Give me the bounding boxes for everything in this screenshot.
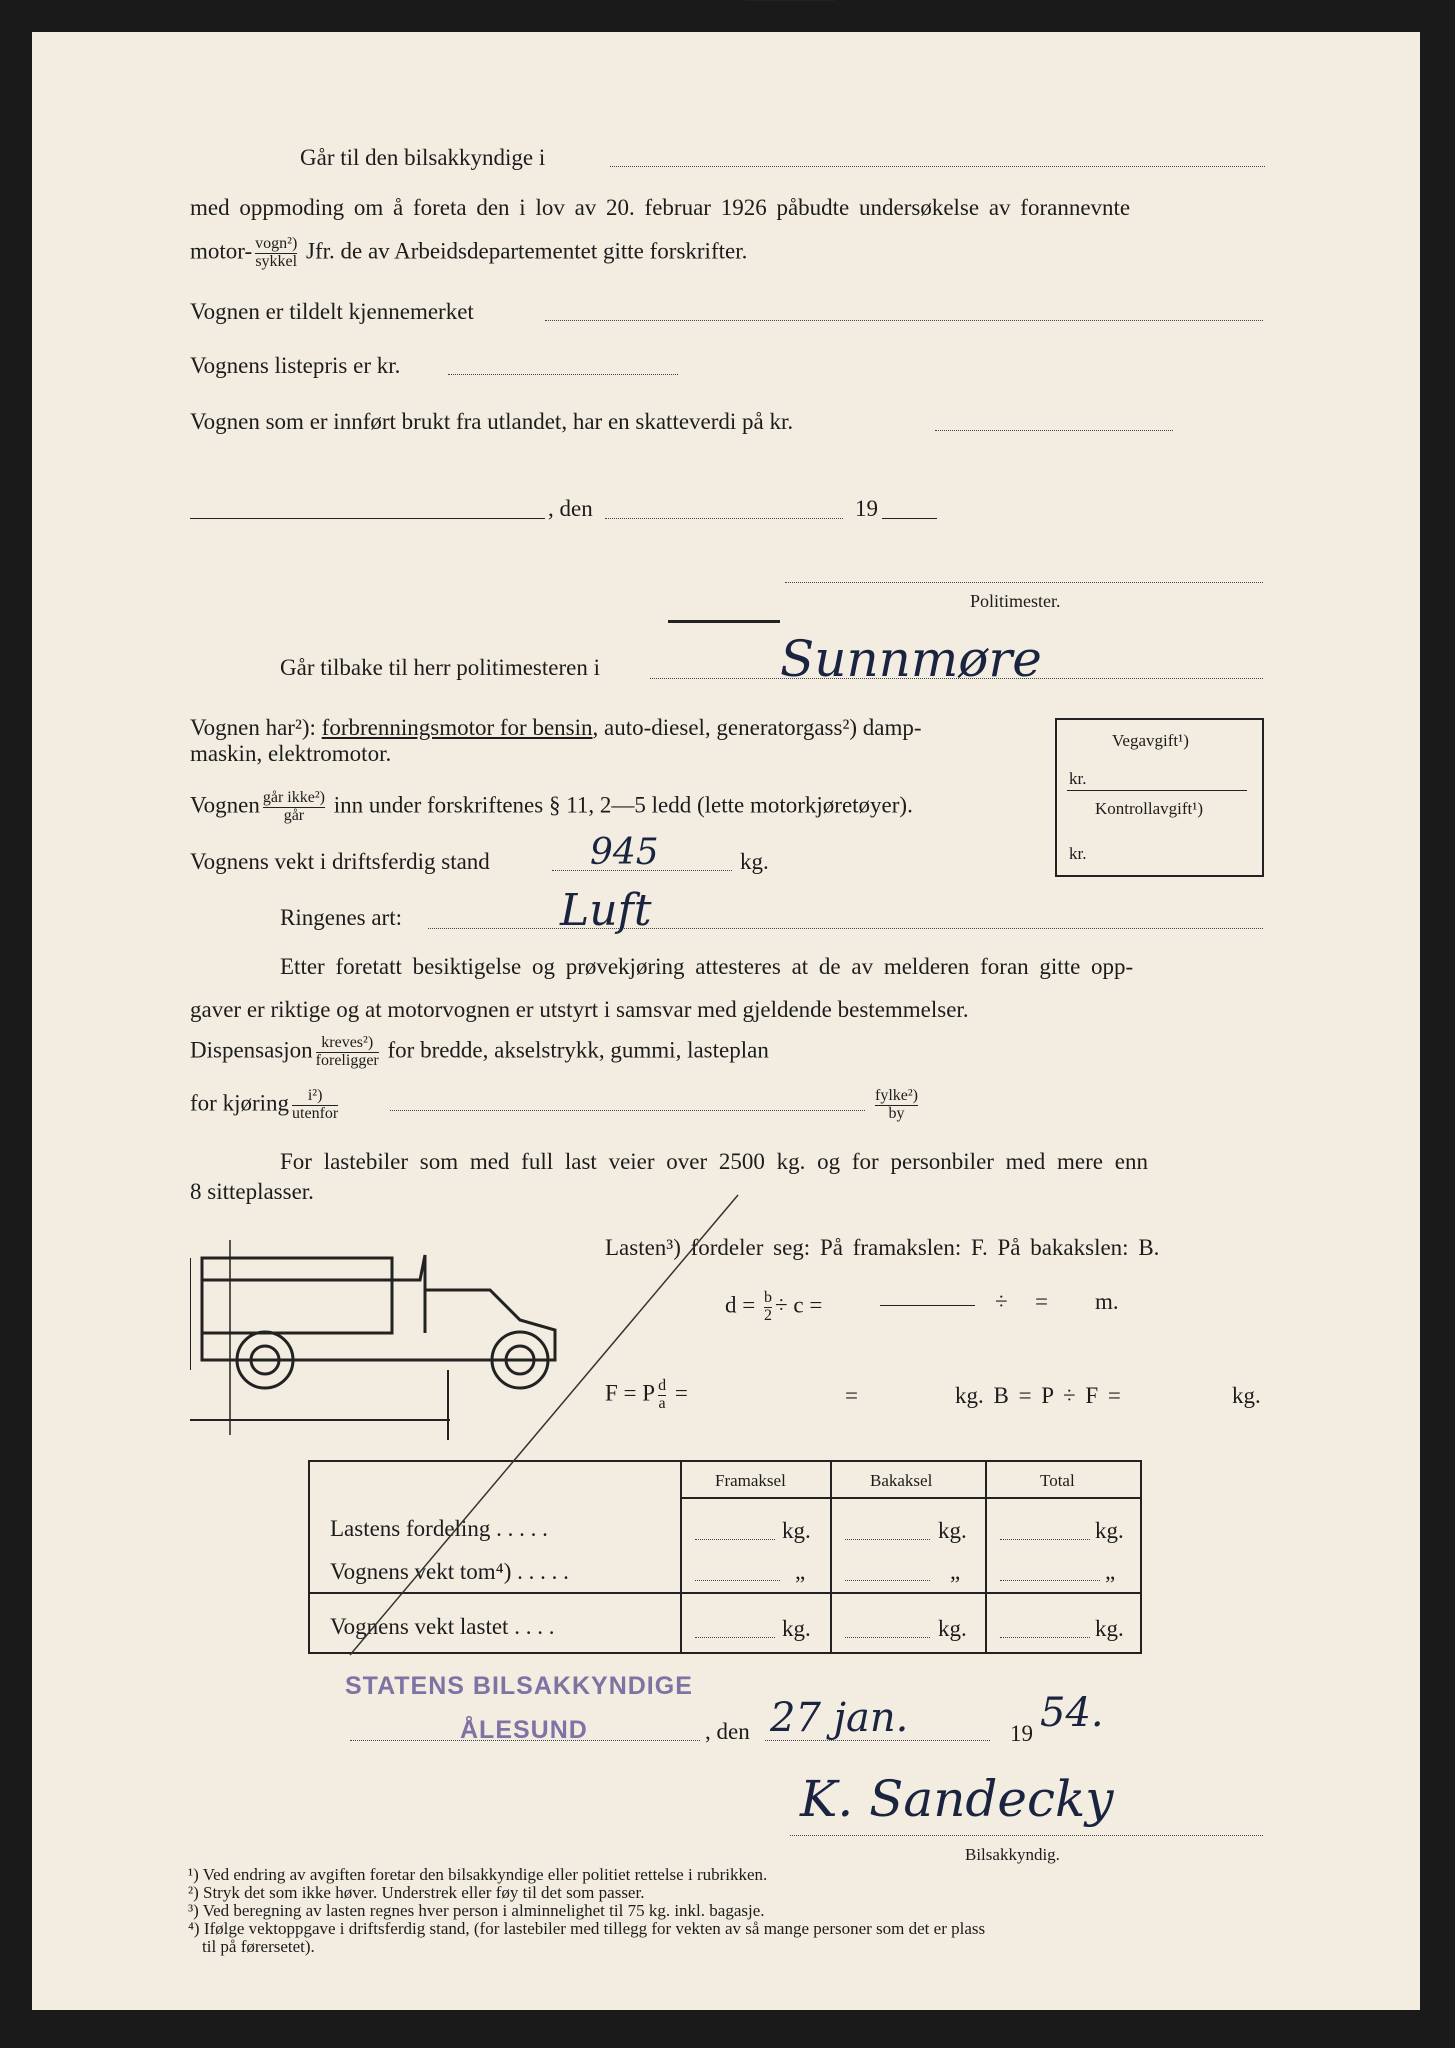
header-total: Total — [1040, 1471, 1075, 1490]
motor-prefix: motor- — [190, 238, 253, 264]
cell-unit: „ — [795, 1559, 806, 1584]
cell-unit: kg. — [938, 1616, 967, 1641]
date-den: , den — [548, 496, 593, 521]
b-unit: kg. — [1232, 1383, 1261, 1408]
frac-bottom: a — [658, 1394, 666, 1412]
footnote: ³) Ved beregning av lasten regnes hver person i alminnelighet til 75 kg. inkl. bagasje. — [188, 1901, 765, 1920]
trucks-line2: 8 sitteplasser. — [190, 1179, 314, 1204]
light-prefix: Vognen — [190, 792, 260, 818]
frac-top: d — [658, 1377, 667, 1394]
footnote: ⁴) Ifølge vektoppgave i driftsferdig stand, (for lastebiler med tillegg for vekten av så mange personer som det er plass — [188, 1919, 986, 1938]
district-handwritten: Sunnmøre — [780, 630, 1042, 688]
header-front-axle: Framaksel — [715, 1471, 786, 1490]
f-lhs: F = P — [605, 1380, 656, 1406]
to-inspector-label: Går til den bilsakkyndige i — [300, 145, 546, 170]
footnote: til på førersetet). — [202, 1937, 315, 1956]
motor-rest: Jfr. de av Arbeidsdepartementet gitte forskrifter. — [306, 238, 748, 264]
signoff-place-field[interactable] — [350, 1740, 700, 1741]
stamp-line2: ÅLESUND — [460, 1716, 588, 1744]
footnote: ¹) Ved endring av avgiften foretar den bilsakkyndige eller politiet rettelse i rubrikken. — [188, 1865, 768, 1884]
header-rear-axle: Bakaksel — [870, 1471, 933, 1490]
light-rest: inn under forskriftenes § 11, 2—5 ledd (lette motorkjøretøyer). — [333, 792, 913, 818]
footnotes — [188, 1866, 985, 1956]
cell-unit: kg. — [782, 1616, 811, 1641]
row-label: Vognens vekt tom⁴) . . . . . — [330, 1559, 569, 1584]
frac-bottom: sykkel — [255, 252, 298, 270]
motor-type-line2: maskin, elektromotor. — [190, 741, 392, 766]
frac-top: i²) — [292, 1088, 338, 1106]
cell-unit: „ — [1105, 1559, 1116, 1584]
f-rest: kg. B = P ÷ F = — [955, 1383, 1121, 1408]
f-eq2: = — [845, 1383, 858, 1408]
motor-type-options: , auto-diesel, generatorgass²) damp- — [592, 715, 922, 740]
weight-handwritten: 945 — [590, 832, 659, 873]
frac-top: b — [763, 1289, 772, 1306]
frac-bottom: går — [283, 806, 305, 824]
d-eq: = — [1035, 1289, 1048, 1314]
stamp-line1: STATENS BILSAKKYNDIGE — [345, 1672, 693, 1700]
cell-unit: kg. — [1095, 1616, 1124, 1641]
disp-rest: for bredde, akselstrykk, gummi, lasteplan — [387, 1037, 769, 1063]
return-label: Går tilbake til herr politimesteren i — [280, 655, 600, 680]
inspector-title: Bilsakkyndig. — [965, 1845, 1060, 1864]
frac-top: går ikke²) — [262, 789, 325, 806]
motor-type-prefix: Vognen har²): — [190, 715, 322, 740]
frac-top: vogn²) — [255, 235, 298, 252]
frac-bottom: foreligger — [315, 1051, 379, 1069]
drive-prefix: for kjøring — [190, 1090, 290, 1116]
tax-value-label: Vognen som er innført brukt fra utlandet, har en skatteverdi på kr. — [190, 409, 794, 434]
trucks-line1: For lastebiler som med full last veier over 2500 kg. og for personbiler med mere enn — [280, 1149, 1148, 1174]
attest-line1: Etter foretatt besiktigelse og prøvekjøring attesteres at de av melderen foran gitte opp- — [280, 954, 1134, 979]
cell-unit: „ — [950, 1559, 961, 1584]
d-div: ÷ — [995, 1289, 1008, 1314]
road-tax-kr: kr. — [1069, 769, 1087, 788]
police-title: Politimester. — [970, 591, 1061, 611]
signoff-den: , den — [705, 1719, 750, 1744]
attest-line2: gaver er riktige og at motorvognen er utstyrt i samsvar med gjeldende bestemmelser. — [190, 997, 969, 1022]
plate-label: Vognen er tildelt kjennemerket — [190, 299, 474, 324]
frac-top: fylke²) — [875, 1087, 918, 1104]
tyres-label: Ringenes art: — [280, 905, 402, 930]
weight-unit: kg. — [740, 849, 769, 874]
cell-unit: kg. — [1095, 1518, 1124, 1543]
d-unit: m. — [1095, 1289, 1119, 1314]
d-lhs: d = — [725, 1292, 761, 1318]
cell-unit: kg. — [938, 1518, 967, 1543]
disp-prefix: Dispensasjon — [190, 1037, 313, 1063]
tyres-handwritten: Luft — [560, 885, 652, 936]
load-intro: Lasten³) fordeler seg: På framakslen: F. På bakakslen: B. — [605, 1235, 1160, 1260]
row-label: Lastens fordeling . . . . . — [330, 1516, 548, 1541]
signoff-year-handwritten: 54. — [1040, 1690, 1104, 1736]
signature-field[interactable] — [790, 1835, 1263, 1836]
footnote: ²) Stryk det som ikke høver. Understrek eller føy til det som passer. — [188, 1883, 645, 1902]
frac-bottom: 2 — [763, 1306, 772, 1324]
d-rest: ÷ c = — [774, 1292, 823, 1318]
signoff-date-handwritten: 27 jan. — [770, 1695, 909, 1741]
request-text: med oppmoding om å foreta den i lov av 20. februar 1926 påbudte undersøkelse av forannevnte — [190, 195, 1131, 220]
year-prefix: 19 — [855, 496, 878, 521]
frac-bottom: by — [888, 1104, 905, 1122]
control-fee-kr: kr. — [1069, 844, 1087, 863]
row-label: Vognens vekt lastet . . . . — [330, 1614, 555, 1639]
weight-label: Vognens vekt i driftsferdig stand — [190, 849, 490, 874]
cell-unit: kg. — [782, 1518, 811, 1543]
inspector-signature: K. Sandecky — [800, 1770, 1114, 1828]
control-fee-label: Kontrollavgift¹) — [1095, 799, 1204, 818]
signoff-year-prefix: 19 — [1010, 1721, 1033, 1746]
road-tax-label: Vegavgift¹) — [1112, 731, 1189, 750]
motor-type-selected: forbrenningsmotor for bensin — [321, 715, 593, 740]
frac-top: kreves²) — [316, 1035, 379, 1053]
frac-bottom: utenfor — [292, 1104, 339, 1122]
list-price-label: Vognens listepris er kr. — [190, 353, 401, 378]
f-eq: = — [674, 1380, 688, 1406]
